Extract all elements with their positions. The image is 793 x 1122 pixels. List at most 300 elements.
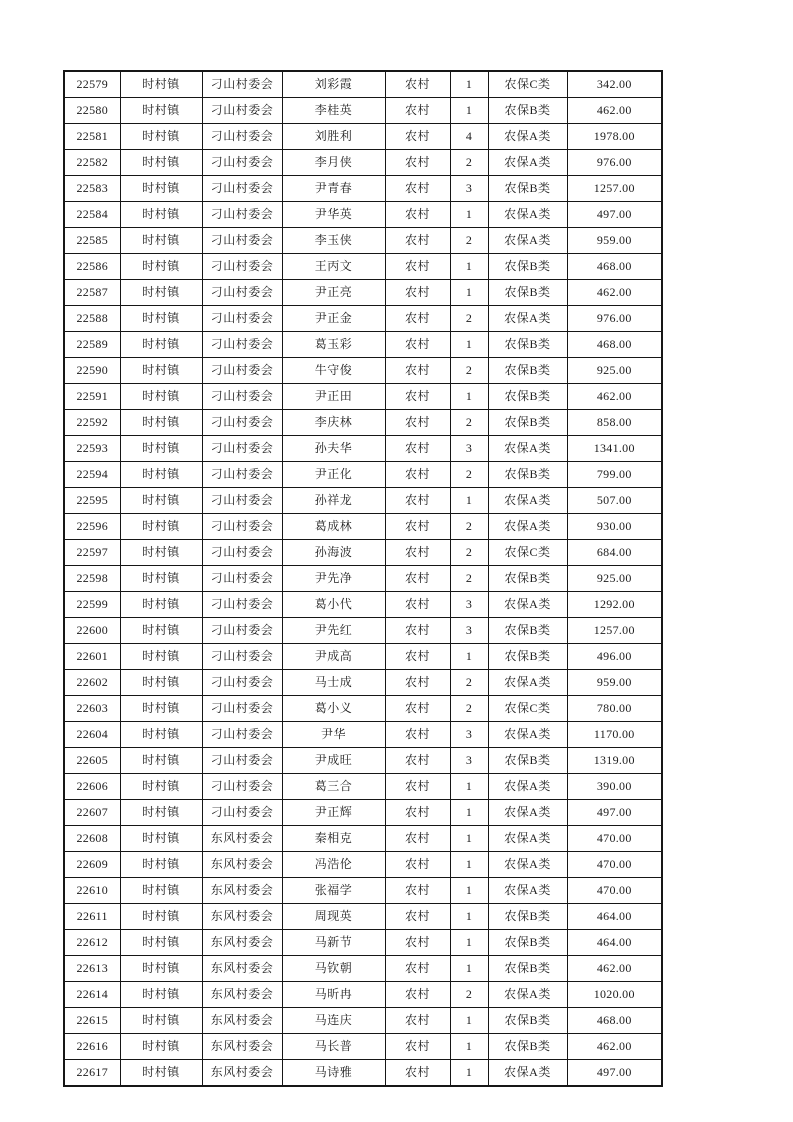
village-committee: 刁山村委会	[202, 124, 282, 150]
person-count: 2	[450, 150, 488, 176]
record-number: 22589	[64, 332, 120, 358]
person-name: 尹正田	[282, 384, 385, 410]
person-count: 4	[450, 124, 488, 150]
person-count: 2	[450, 982, 488, 1008]
household-type: 农村	[385, 644, 450, 670]
town: 时村镇	[120, 696, 202, 722]
table-row	[64, 358, 662, 384]
person-name: 葛成林	[282, 514, 385, 540]
household-type: 农村	[385, 254, 450, 280]
amount: 780.00	[567, 696, 662, 722]
insurance-category: 农保B类	[488, 644, 567, 670]
table-row	[64, 384, 662, 410]
town: 时村镇	[120, 176, 202, 202]
record-number: 22591	[64, 384, 120, 410]
village-committee: 东风村委会	[202, 878, 282, 904]
person-name: 秦相克	[282, 826, 385, 852]
town: 时村镇	[120, 800, 202, 826]
person-count: 2	[450, 514, 488, 540]
insurance-category: 农保A类	[488, 124, 567, 150]
person-name: 葛小义	[282, 696, 385, 722]
insurance-category: 农保B类	[488, 904, 567, 930]
person-name: 尹成高	[282, 644, 385, 670]
record-number: 22590	[64, 358, 120, 384]
record-number: 22584	[64, 202, 120, 228]
person-name: 尹正化	[282, 462, 385, 488]
insurance-category: 农保A类	[488, 514, 567, 540]
household-type: 农村	[385, 306, 450, 332]
amount: 462.00	[567, 956, 662, 982]
record-number: 22583	[64, 176, 120, 202]
town: 时村镇	[120, 462, 202, 488]
town: 时村镇	[120, 592, 202, 618]
insurance-category: 农保B类	[488, 930, 567, 956]
record-number: 22597	[64, 540, 120, 566]
record-number: 22604	[64, 722, 120, 748]
person-name: 尹正金	[282, 306, 385, 332]
town: 时村镇	[120, 384, 202, 410]
person-count: 1	[450, 1034, 488, 1060]
village-committee: 刁山村委会	[202, 670, 282, 696]
person-count: 1	[450, 956, 488, 982]
person-name: 尹华	[282, 722, 385, 748]
town: 时村镇	[120, 956, 202, 982]
table-row	[64, 488, 662, 514]
insurance-category: 农保A类	[488, 592, 567, 618]
record-number: 22609	[64, 852, 120, 878]
amount: 470.00	[567, 826, 662, 852]
village-committee: 刁山村委会	[202, 488, 282, 514]
amount: 1170.00	[567, 722, 662, 748]
amount: 468.00	[567, 1008, 662, 1034]
amount: 1257.00	[567, 618, 662, 644]
amount: 497.00	[567, 800, 662, 826]
household-type: 农村	[385, 618, 450, 644]
amount: 462.00	[567, 280, 662, 306]
village-committee: 刁山村委会	[202, 722, 282, 748]
amount: 497.00	[567, 1060, 662, 1087]
amount: 462.00	[567, 1034, 662, 1060]
village-committee: 东风村委会	[202, 852, 282, 878]
town: 时村镇	[120, 1034, 202, 1060]
amount: 976.00	[567, 150, 662, 176]
household-type: 农村	[385, 722, 450, 748]
table-row	[64, 410, 662, 436]
person-name: 王丙文	[282, 254, 385, 280]
table-row	[64, 202, 662, 228]
person-name: 马长普	[282, 1034, 385, 1060]
person-count: 1	[450, 826, 488, 852]
records-table	[63, 70, 663, 1087]
amount: 1978.00	[567, 124, 662, 150]
person-name: 刘胜利	[282, 124, 385, 150]
amount: 1020.00	[567, 982, 662, 1008]
record-number: 22587	[64, 280, 120, 306]
person-count: 1	[450, 254, 488, 280]
insurance-category: 农保B类	[488, 98, 567, 124]
town: 时村镇	[120, 514, 202, 540]
person-name: 尹正亮	[282, 280, 385, 306]
village-committee: 刁山村委会	[202, 644, 282, 670]
person-count: 1	[450, 384, 488, 410]
amount: 976.00	[567, 306, 662, 332]
village-committee: 刁山村委会	[202, 71, 282, 98]
person-count: 2	[450, 462, 488, 488]
amount: 1319.00	[567, 748, 662, 774]
household-type: 农村	[385, 436, 450, 462]
insurance-category: 农保B类	[488, 384, 567, 410]
town: 时村镇	[120, 982, 202, 1008]
amount: 1257.00	[567, 176, 662, 202]
village-committee: 刁山村委会	[202, 696, 282, 722]
village-committee: 刁山村委会	[202, 280, 282, 306]
insurance-category: 农保A类	[488, 1060, 567, 1087]
insurance-category: 农保A类	[488, 228, 567, 254]
person-name: 尹先红	[282, 618, 385, 644]
village-committee: 刁山村委会	[202, 514, 282, 540]
town: 时村镇	[120, 358, 202, 384]
town: 时村镇	[120, 332, 202, 358]
household-type: 农村	[385, 124, 450, 150]
household-type: 农村	[385, 202, 450, 228]
village-committee: 刁山村委会	[202, 462, 282, 488]
town: 时村镇	[120, 150, 202, 176]
person-count: 3	[450, 748, 488, 774]
household-type: 农村	[385, 956, 450, 982]
village-committee: 刁山村委会	[202, 332, 282, 358]
insurance-category: 农保C类	[488, 540, 567, 566]
town: 时村镇	[120, 488, 202, 514]
insurance-category: 农保B类	[488, 254, 567, 280]
household-type: 农村	[385, 71, 450, 98]
table-row	[64, 826, 662, 852]
household-type: 农村	[385, 332, 450, 358]
person-name: 马士成	[282, 670, 385, 696]
village-committee: 东风村委会	[202, 1008, 282, 1034]
household-type: 农村	[385, 462, 450, 488]
amount: 959.00	[567, 228, 662, 254]
person-count: 2	[450, 566, 488, 592]
table-row	[64, 592, 662, 618]
person-count: 2	[450, 696, 488, 722]
person-name: 孙海波	[282, 540, 385, 566]
town: 时村镇	[120, 774, 202, 800]
town: 时村镇	[120, 904, 202, 930]
town: 时村镇	[120, 306, 202, 332]
record-number: 22588	[64, 306, 120, 332]
person-count: 1	[450, 488, 488, 514]
insurance-category: 农保B类	[488, 410, 567, 436]
insurance-category: 农保A类	[488, 878, 567, 904]
table-row	[64, 1034, 662, 1060]
amount: 925.00	[567, 358, 662, 384]
village-committee: 刁山村委会	[202, 306, 282, 332]
person-count: 1	[450, 98, 488, 124]
person-name: 张福学	[282, 878, 385, 904]
person-count: 1	[450, 930, 488, 956]
person-name: 冯浩伦	[282, 852, 385, 878]
village-committee: 刁山村委会	[202, 436, 282, 462]
person-count: 3	[450, 592, 488, 618]
table-row	[64, 748, 662, 774]
record-number: 22581	[64, 124, 120, 150]
town: 时村镇	[120, 930, 202, 956]
insurance-category: 农保A类	[488, 202, 567, 228]
person-name: 葛玉彩	[282, 332, 385, 358]
village-committee: 刁山村委会	[202, 150, 282, 176]
household-type: 农村	[385, 748, 450, 774]
table-row	[64, 332, 662, 358]
person-count: 3	[450, 436, 488, 462]
village-committee: 东风村委会	[202, 982, 282, 1008]
record-number: 22616	[64, 1034, 120, 1060]
village-committee: 东风村委会	[202, 904, 282, 930]
insurance-category: 农保B类	[488, 748, 567, 774]
person-name: 马连庆	[282, 1008, 385, 1034]
household-type: 农村	[385, 878, 450, 904]
household-type: 农村	[385, 982, 450, 1008]
insurance-category: 农保A类	[488, 826, 567, 852]
table-row	[64, 904, 662, 930]
town: 时村镇	[120, 670, 202, 696]
person-name: 刘彩霞	[282, 71, 385, 98]
amount: 799.00	[567, 462, 662, 488]
town: 时村镇	[120, 826, 202, 852]
records-table-container	[63, 70, 663, 1087]
table-row	[64, 1060, 662, 1087]
record-number: 22617	[64, 1060, 120, 1087]
person-name: 周现英	[282, 904, 385, 930]
record-number: 22596	[64, 514, 120, 540]
amount: 462.00	[567, 98, 662, 124]
person-count: 3	[450, 618, 488, 644]
table-row	[64, 540, 662, 566]
village-committee: 东风村委会	[202, 930, 282, 956]
household-type: 农村	[385, 1034, 450, 1060]
record-number: 22593	[64, 436, 120, 462]
town: 时村镇	[120, 1008, 202, 1034]
record-number: 22598	[64, 566, 120, 592]
person-name: 尹华英	[282, 202, 385, 228]
household-type: 农村	[385, 540, 450, 566]
person-name: 尹成旺	[282, 748, 385, 774]
record-number: 22612	[64, 930, 120, 956]
household-type: 农村	[385, 1060, 450, 1087]
person-count: 1	[450, 852, 488, 878]
insurance-category: 农保C类	[488, 71, 567, 98]
village-committee: 刁山村委会	[202, 618, 282, 644]
insurance-category: 农保C类	[488, 696, 567, 722]
town: 时村镇	[120, 748, 202, 774]
village-committee: 东风村委会	[202, 1034, 282, 1060]
table-row	[64, 722, 662, 748]
record-number: 22608	[64, 826, 120, 852]
household-type: 农村	[385, 826, 450, 852]
village-committee: 刁山村委会	[202, 254, 282, 280]
table-row	[64, 176, 662, 202]
insurance-category: 农保B类	[488, 280, 567, 306]
town: 时村镇	[120, 124, 202, 150]
amount: 925.00	[567, 566, 662, 592]
record-number: 22586	[64, 254, 120, 280]
household-type: 农村	[385, 488, 450, 514]
person-count: 3	[450, 176, 488, 202]
person-count: 3	[450, 722, 488, 748]
person-count: 2	[450, 306, 488, 332]
amount: 470.00	[567, 852, 662, 878]
amount: 1341.00	[567, 436, 662, 462]
insurance-category: 农保B类	[488, 358, 567, 384]
village-committee: 刁山村委会	[202, 384, 282, 410]
insurance-category: 农保A类	[488, 306, 567, 332]
amount: 390.00	[567, 774, 662, 800]
household-type: 农村	[385, 930, 450, 956]
village-committee: 刁山村委会	[202, 748, 282, 774]
table-row	[64, 644, 662, 670]
amount: 462.00	[567, 384, 662, 410]
insurance-category: 农保B类	[488, 566, 567, 592]
amount: 470.00	[567, 878, 662, 904]
person-count: 1	[450, 1060, 488, 1087]
household-type: 农村	[385, 384, 450, 410]
person-name: 尹青春	[282, 176, 385, 202]
town: 时村镇	[120, 722, 202, 748]
household-type: 农村	[385, 228, 450, 254]
person-name: 葛三合	[282, 774, 385, 800]
table-row	[64, 436, 662, 462]
person-name: 孙夫华	[282, 436, 385, 462]
village-committee: 刁山村委会	[202, 540, 282, 566]
town: 时村镇	[120, 98, 202, 124]
town: 时村镇	[120, 410, 202, 436]
village-committee: 刁山村委会	[202, 410, 282, 436]
amount: 1292.00	[567, 592, 662, 618]
town: 时村镇	[120, 878, 202, 904]
person-name: 马昕冉	[282, 982, 385, 1008]
table-row	[64, 98, 662, 124]
record-number: 22610	[64, 878, 120, 904]
village-committee: 刁山村委会	[202, 592, 282, 618]
record-number: 22602	[64, 670, 120, 696]
household-type: 农村	[385, 566, 450, 592]
table-row	[64, 852, 662, 878]
person-count: 1	[450, 644, 488, 670]
amount: 684.00	[567, 540, 662, 566]
table-row	[64, 514, 662, 540]
table-row	[64, 982, 662, 1008]
record-number: 22579	[64, 71, 120, 98]
person-name: 马钦朝	[282, 956, 385, 982]
table-row	[64, 306, 662, 332]
insurance-category: 农保A类	[488, 488, 567, 514]
person-name: 马诗雅	[282, 1060, 385, 1087]
table-row	[64, 618, 662, 644]
village-committee: 刁山村委会	[202, 774, 282, 800]
record-number: 22595	[64, 488, 120, 514]
household-type: 农村	[385, 592, 450, 618]
table-row	[64, 71, 662, 98]
record-number: 22611	[64, 904, 120, 930]
person-count: 1	[450, 202, 488, 228]
village-committee: 刁山村委会	[202, 800, 282, 826]
table-row	[64, 124, 662, 150]
table-row	[64, 670, 662, 696]
person-count: 1	[450, 1008, 488, 1034]
insurance-category: 农保A类	[488, 800, 567, 826]
person-name: 李月侠	[282, 150, 385, 176]
record-number: 22599	[64, 592, 120, 618]
town: 时村镇	[120, 228, 202, 254]
person-count: 2	[450, 540, 488, 566]
household-type: 农村	[385, 904, 450, 930]
person-name: 葛小代	[282, 592, 385, 618]
village-committee: 刁山村委会	[202, 98, 282, 124]
record-number: 22606	[64, 774, 120, 800]
village-committee: 刁山村委会	[202, 228, 282, 254]
amount: 464.00	[567, 930, 662, 956]
record-number: 22600	[64, 618, 120, 644]
insurance-category: 农保B类	[488, 332, 567, 358]
insurance-category: 农保A类	[488, 774, 567, 800]
insurance-category: 农保B类	[488, 1034, 567, 1060]
amount: 342.00	[567, 71, 662, 98]
person-count: 1	[450, 878, 488, 904]
record-number: 22613	[64, 956, 120, 982]
table-row	[64, 800, 662, 826]
village-committee: 刁山村委会	[202, 566, 282, 592]
person-count: 2	[450, 410, 488, 436]
record-number: 22580	[64, 98, 120, 124]
village-committee: 东风村委会	[202, 956, 282, 982]
person-count: 1	[450, 800, 488, 826]
household-type: 农村	[385, 98, 450, 124]
person-name: 马新节	[282, 930, 385, 956]
amount: 468.00	[567, 332, 662, 358]
insurance-category: 农保A类	[488, 722, 567, 748]
town: 时村镇	[120, 254, 202, 280]
town: 时村镇	[120, 618, 202, 644]
household-type: 农村	[385, 410, 450, 436]
insurance-category: 农保B类	[488, 618, 567, 644]
record-number: 22592	[64, 410, 120, 436]
record-number: 22585	[64, 228, 120, 254]
insurance-category: 农保A类	[488, 150, 567, 176]
village-committee: 刁山村委会	[202, 176, 282, 202]
person-count: 2	[450, 358, 488, 384]
person-count: 1	[450, 71, 488, 98]
amount: 858.00	[567, 410, 662, 436]
record-number: 22614	[64, 982, 120, 1008]
amount: 464.00	[567, 904, 662, 930]
person-name: 孙祥龙	[282, 488, 385, 514]
insurance-category: 农保A类	[488, 670, 567, 696]
amount: 959.00	[567, 670, 662, 696]
insurance-category: 农保B类	[488, 956, 567, 982]
household-type: 农村	[385, 1008, 450, 1034]
person-count: 1	[450, 774, 488, 800]
insurance-category: 农保A类	[488, 982, 567, 1008]
person-count: 2	[450, 670, 488, 696]
household-type: 农村	[385, 774, 450, 800]
insurance-category: 农保B类	[488, 462, 567, 488]
table-row	[64, 254, 662, 280]
village-committee: 东风村委会	[202, 1060, 282, 1087]
person-count: 2	[450, 228, 488, 254]
table-row	[64, 280, 662, 306]
town: 时村镇	[120, 202, 202, 228]
insurance-category: 农保A类	[488, 436, 567, 462]
household-type: 农村	[385, 150, 450, 176]
